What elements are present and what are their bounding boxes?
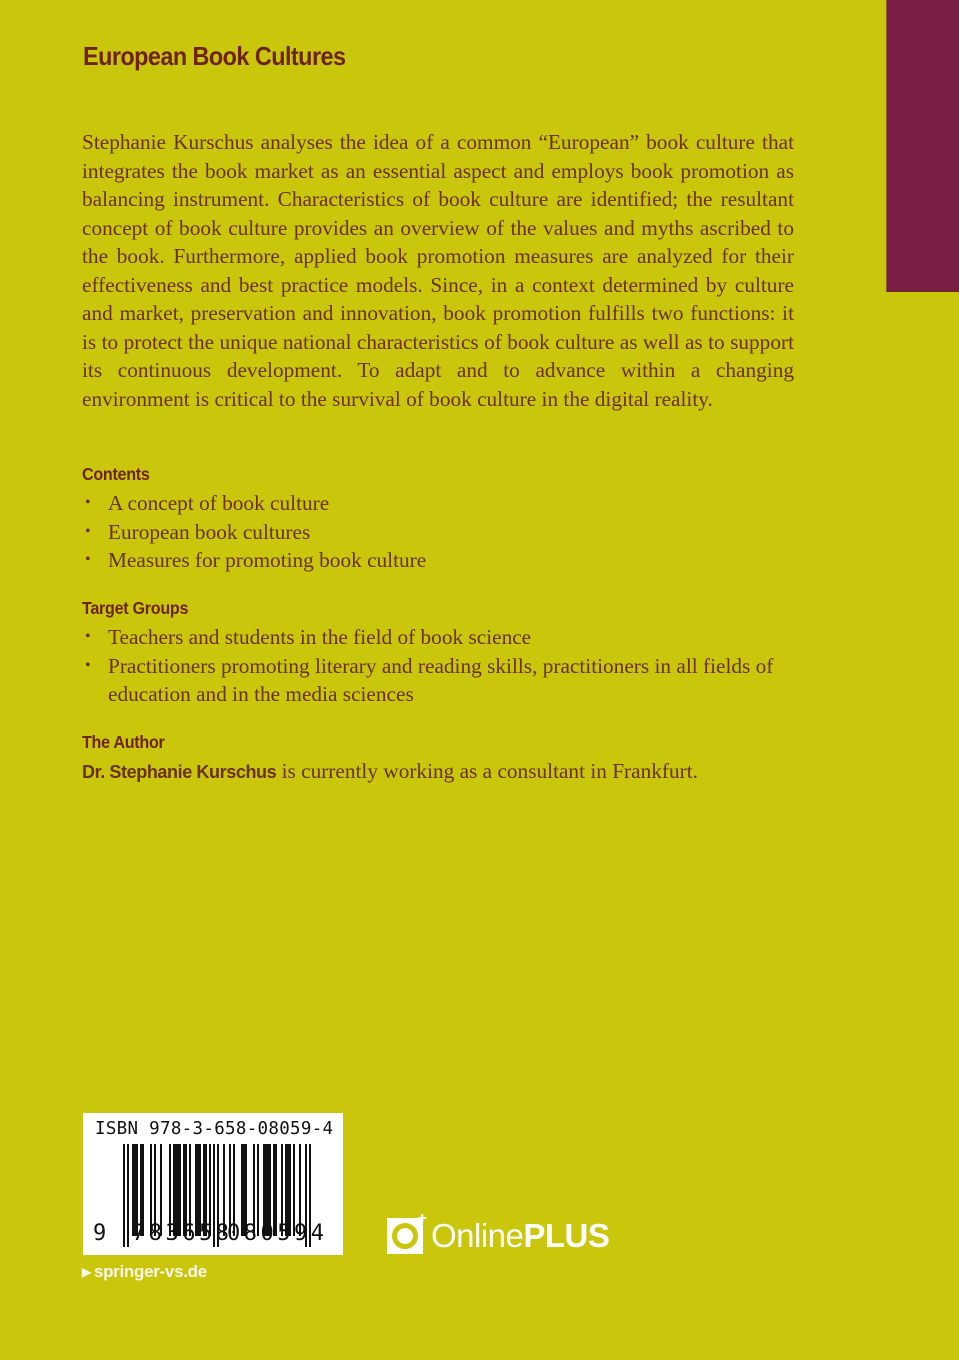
author-heading: The Author (82, 732, 165, 752)
onlineplus-wordmark: OnlinePLUS (431, 1217, 610, 1254)
bullet-icon: • (85, 551, 91, 568)
author-section (82, 732, 794, 787)
onlineplus-logo (387, 1210, 610, 1256)
bullet-icon: • (85, 494, 91, 511)
author-description: is currently working as a consultant in Frankfurt. (276, 759, 698, 783)
bullet-icon: • (85, 522, 91, 540)
barcode-group-1: 783658 (132, 1221, 233, 1246)
isbn-barcode-box (83, 1113, 343, 1255)
book-description: Stephanie Kurschus analyses the idea of a common “European” book culture that integrates the book market as an essential aspect and employs book promotion as balancing instrument. Characteristics of book culture are identified; the resultant concept of book culture provides an overview of the values and myths ascribed to the book. Furthermore, applied book promotion measures are analyzed for their effectiveness and best practice models. Since, in a context determined by culture and market, preservation and innovation, book promotion fulfills two functions: it is to protect the unique national characteristics of book culture as well as to support its continuous development. To adapt and to advance within a changing environment is critical to the survival of book culture in the digital reality. (82, 130, 794, 411)
barcode-lead-digit: 9 (93, 1221, 107, 1246)
author-name: Dr. Stephanie Kurschus (82, 762, 277, 782)
target-groups-list (82, 623, 794, 709)
contents-list (82, 489, 794, 575)
list-item: • European book cultures (82, 518, 794, 547)
bullet-icon: • (85, 656, 91, 674)
spine-color-tab (886, 0, 959, 292)
list-item: • Measures for promoting book culture (82, 546, 794, 575)
triangle-right-icon: ▶ (82, 1265, 91, 1279)
bullet-icon: • (85, 628, 91, 645)
list-item: • Teachers and students in the field of book science (82, 623, 794, 652)
target-groups-section (82, 598, 794, 709)
plus-glyph: + (417, 1210, 427, 1227)
o-plus-icon (387, 1210, 427, 1254)
list-item: • Practitioners promoting literary and reading skills, practitioners in all fields of education and in the media sciences (85, 653, 774, 706)
o-ring-shape (392, 1223, 418, 1249)
target-groups-heading: Target Groups (82, 598, 189, 618)
contents-section (82, 464, 794, 575)
author-bio (82, 757, 794, 787)
list-item: • A concept of book culture (82, 489, 794, 518)
barcode-group-2: 080594 (227, 1221, 328, 1246)
series-title: European Book Cultures (83, 41, 346, 71)
contents-heading: Contents (82, 464, 150, 484)
springer-website-link[interactable]: ▶ springer-vs.de (82, 1262, 207, 1281)
isbn-label: ISBN 978-3-658-08059-4 (95, 1119, 334, 1139)
